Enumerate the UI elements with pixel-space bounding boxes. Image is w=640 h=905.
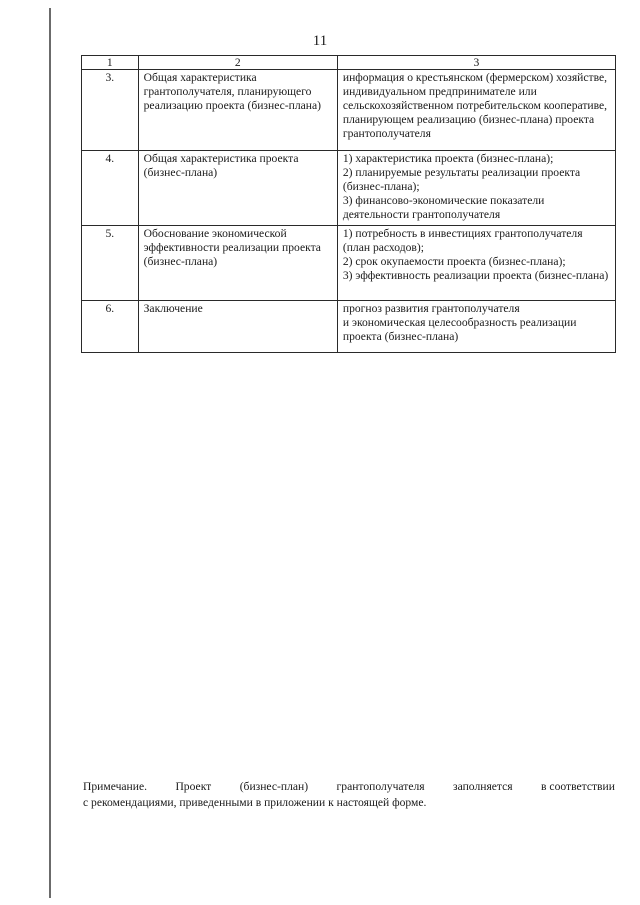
section-name: Общая характеристика проекта (бизнес-плана) bbox=[138, 151, 337, 226]
note-second-line: с рекомендациями, приведенными в приложении к настоящей форме. bbox=[83, 796, 427, 809]
section-content bbox=[337, 301, 615, 353]
note-word: (бизнес-план) bbox=[239, 780, 309, 793]
section-name: Обоснование экономической эффективности реализации проекта (бизнес-плана) bbox=[138, 226, 337, 301]
note-paragraph bbox=[83, 779, 615, 811]
table-header-row bbox=[82, 56, 616, 70]
content-line: 2) срок окупаемости проекта (бизнес-плана); bbox=[342, 255, 566, 268]
row-number: 6. bbox=[82, 301, 139, 353]
note-word: грантополучателя bbox=[336, 780, 425, 793]
row-number: 4. bbox=[82, 151, 139, 226]
note-first-line bbox=[83, 779, 615, 795]
content-line: 3) финансово-экономические показатели деятельности грантополучателя bbox=[342, 194, 545, 221]
note-word: Примечание. bbox=[83, 780, 147, 793]
page-number: 11 bbox=[312, 33, 328, 49]
note-word: заполняется bbox=[453, 780, 513, 793]
row-number: 5. bbox=[82, 226, 139, 301]
header-cell-3: 3 bbox=[337, 56, 615, 70]
note-word: Проект bbox=[175, 780, 212, 793]
section-content bbox=[337, 151, 615, 226]
section-name: Заключение bbox=[138, 301, 337, 353]
content-line: 1) потребность в инвестициях грантополучателя (план расходов); bbox=[342, 227, 583, 254]
content-line: 2) планируемые результаты реализации проекта (бизнес-плана); bbox=[342, 166, 581, 193]
row-number: 3. bbox=[82, 70, 139, 151]
binding-margin-line bbox=[49, 8, 51, 898]
content-line: 3) эффективность реализации проекта (бизнес-плана) bbox=[342, 269, 609, 282]
content-line: информация о крестьянском (фермерском) хозяйстве, индивидуальном предпринимателе или сельскохозяйственном потребительском кооперативе, планирующем реализацию (бизнес-плана) проекта грантополучателя bbox=[342, 71, 608, 140]
content-line: прогноз развития грантополучателя bbox=[342, 302, 520, 315]
content-line: 1) характеристика проекта (бизнес-плана); bbox=[342, 152, 554, 165]
note-word: в соответствии bbox=[541, 780, 615, 793]
section-content bbox=[337, 70, 615, 151]
table-row bbox=[82, 301, 616, 353]
content-line: и экономическая целесообразность реализации проекта (бизнес-плана) bbox=[342, 316, 577, 343]
table-row bbox=[82, 226, 616, 301]
business-plan-structure-table bbox=[81, 55, 616, 353]
table-row bbox=[82, 70, 616, 151]
header-cell-1: 1 bbox=[82, 56, 139, 70]
table-row bbox=[82, 151, 616, 226]
header-cell-2: 2 bbox=[138, 56, 337, 70]
section-name: Общая характеристика грантополучателя, планирующего реализацию проекта (бизнес-плана) bbox=[138, 70, 337, 151]
section-content bbox=[337, 226, 615, 301]
